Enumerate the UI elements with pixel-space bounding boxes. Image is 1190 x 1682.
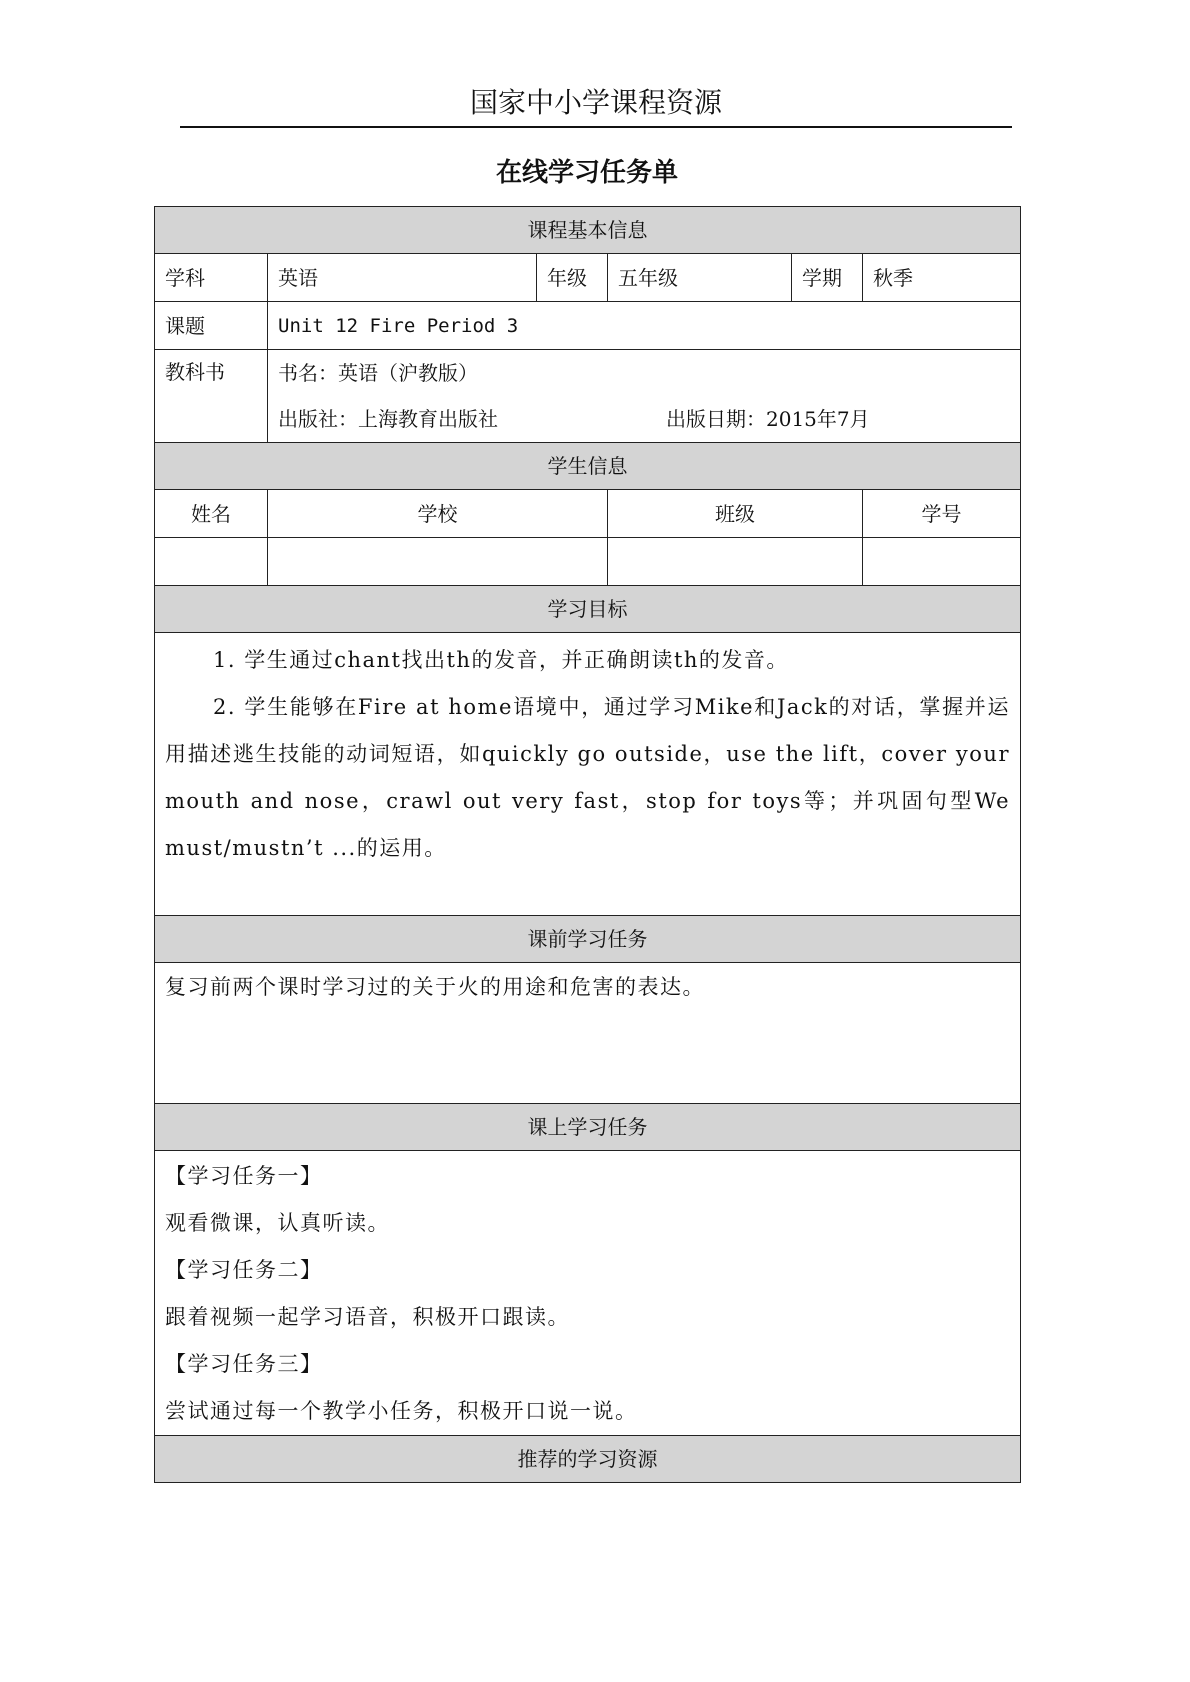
student-info-section-header: 学生信息: [155, 443, 1021, 490]
topic-value: Unit 12 Fire Period 3: [268, 302, 1021, 350]
name-column-header: 姓名: [155, 490, 268, 538]
course-info-section-header: 课程基本信息: [155, 207, 1021, 254]
task-heading: 【学习任务二】: [165, 1258, 323, 1282]
task-heading: 【学习任务一】: [165, 1164, 323, 1188]
pre-class-content: 复习前两个课时学习过的关于火的用途和危害的表达。: [155, 963, 1021, 1104]
task-content: 跟着视频一起学习语音，积极开口跟读。: [165, 1305, 570, 1329]
student-id-field[interactable]: [863, 538, 1021, 586]
resources-section-header: 推荐的学习资源: [155, 1436, 1021, 1483]
publisher-row: [278, 396, 1010, 442]
grade-value: 五年级: [608, 254, 792, 302]
book-name: 书名：英语（沪教版）: [278, 361, 478, 385]
goal-item: 2. 学生能够在Fire at home语境中，通过学习Mike和Jack的对话，掌握并运用描述逃生技能的动词短语，如quickly go outside，use the lift，cover your mouth and nose，crawl out very fast，stop for toys等；并巩固句型We must/mustn’t ...的运用。: [165, 695, 1010, 860]
page-title: 在线学习任务单: [495, 158, 678, 188]
school-field[interactable]: [268, 538, 608, 586]
term-label: 学期: [792, 254, 863, 302]
goals-section-header: 学习目标: [155, 586, 1021, 633]
task-heading: 【学习任务三】: [165, 1352, 323, 1376]
subject-label: 学科: [155, 254, 268, 302]
goals-content: [155, 633, 1021, 916]
school-column-header: 学校: [268, 490, 608, 538]
textbook-label: 教科书: [155, 350, 268, 443]
in-class-content: [155, 1151, 1021, 1436]
student-id-column-header: 学号: [863, 490, 1021, 538]
task-content: 尝试通过每一个教学小任务，积极开口说一说。: [165, 1399, 638, 1423]
class-column-header: 班级: [608, 490, 863, 538]
publisher: 出版社：上海教育出版社: [278, 407, 498, 431]
topic-label: 课题: [155, 302, 268, 350]
task-content: 观看微课，认真听读。: [165, 1211, 390, 1235]
subject-value: 英语: [268, 254, 537, 302]
goal-item: 1. 学生通过chant找出th的发音，并正确朗读th的发音。: [213, 648, 789, 672]
in-class-section-header: 课上学习任务: [155, 1104, 1021, 1151]
publish-date: 出版日期：2015年7月: [666, 407, 870, 431]
name-field[interactable]: [155, 538, 268, 586]
textbook-info: [268, 350, 1021, 443]
grade-label: 年级: [537, 254, 608, 302]
task-sheet-table: [154, 206, 1021, 1483]
term-value: 秋季: [863, 254, 1021, 302]
pre-class-section-header: 课前学习任务: [155, 916, 1021, 963]
class-field[interactable]: [608, 538, 863, 586]
site-header: 国家中小学课程资源: [180, 80, 1012, 128]
